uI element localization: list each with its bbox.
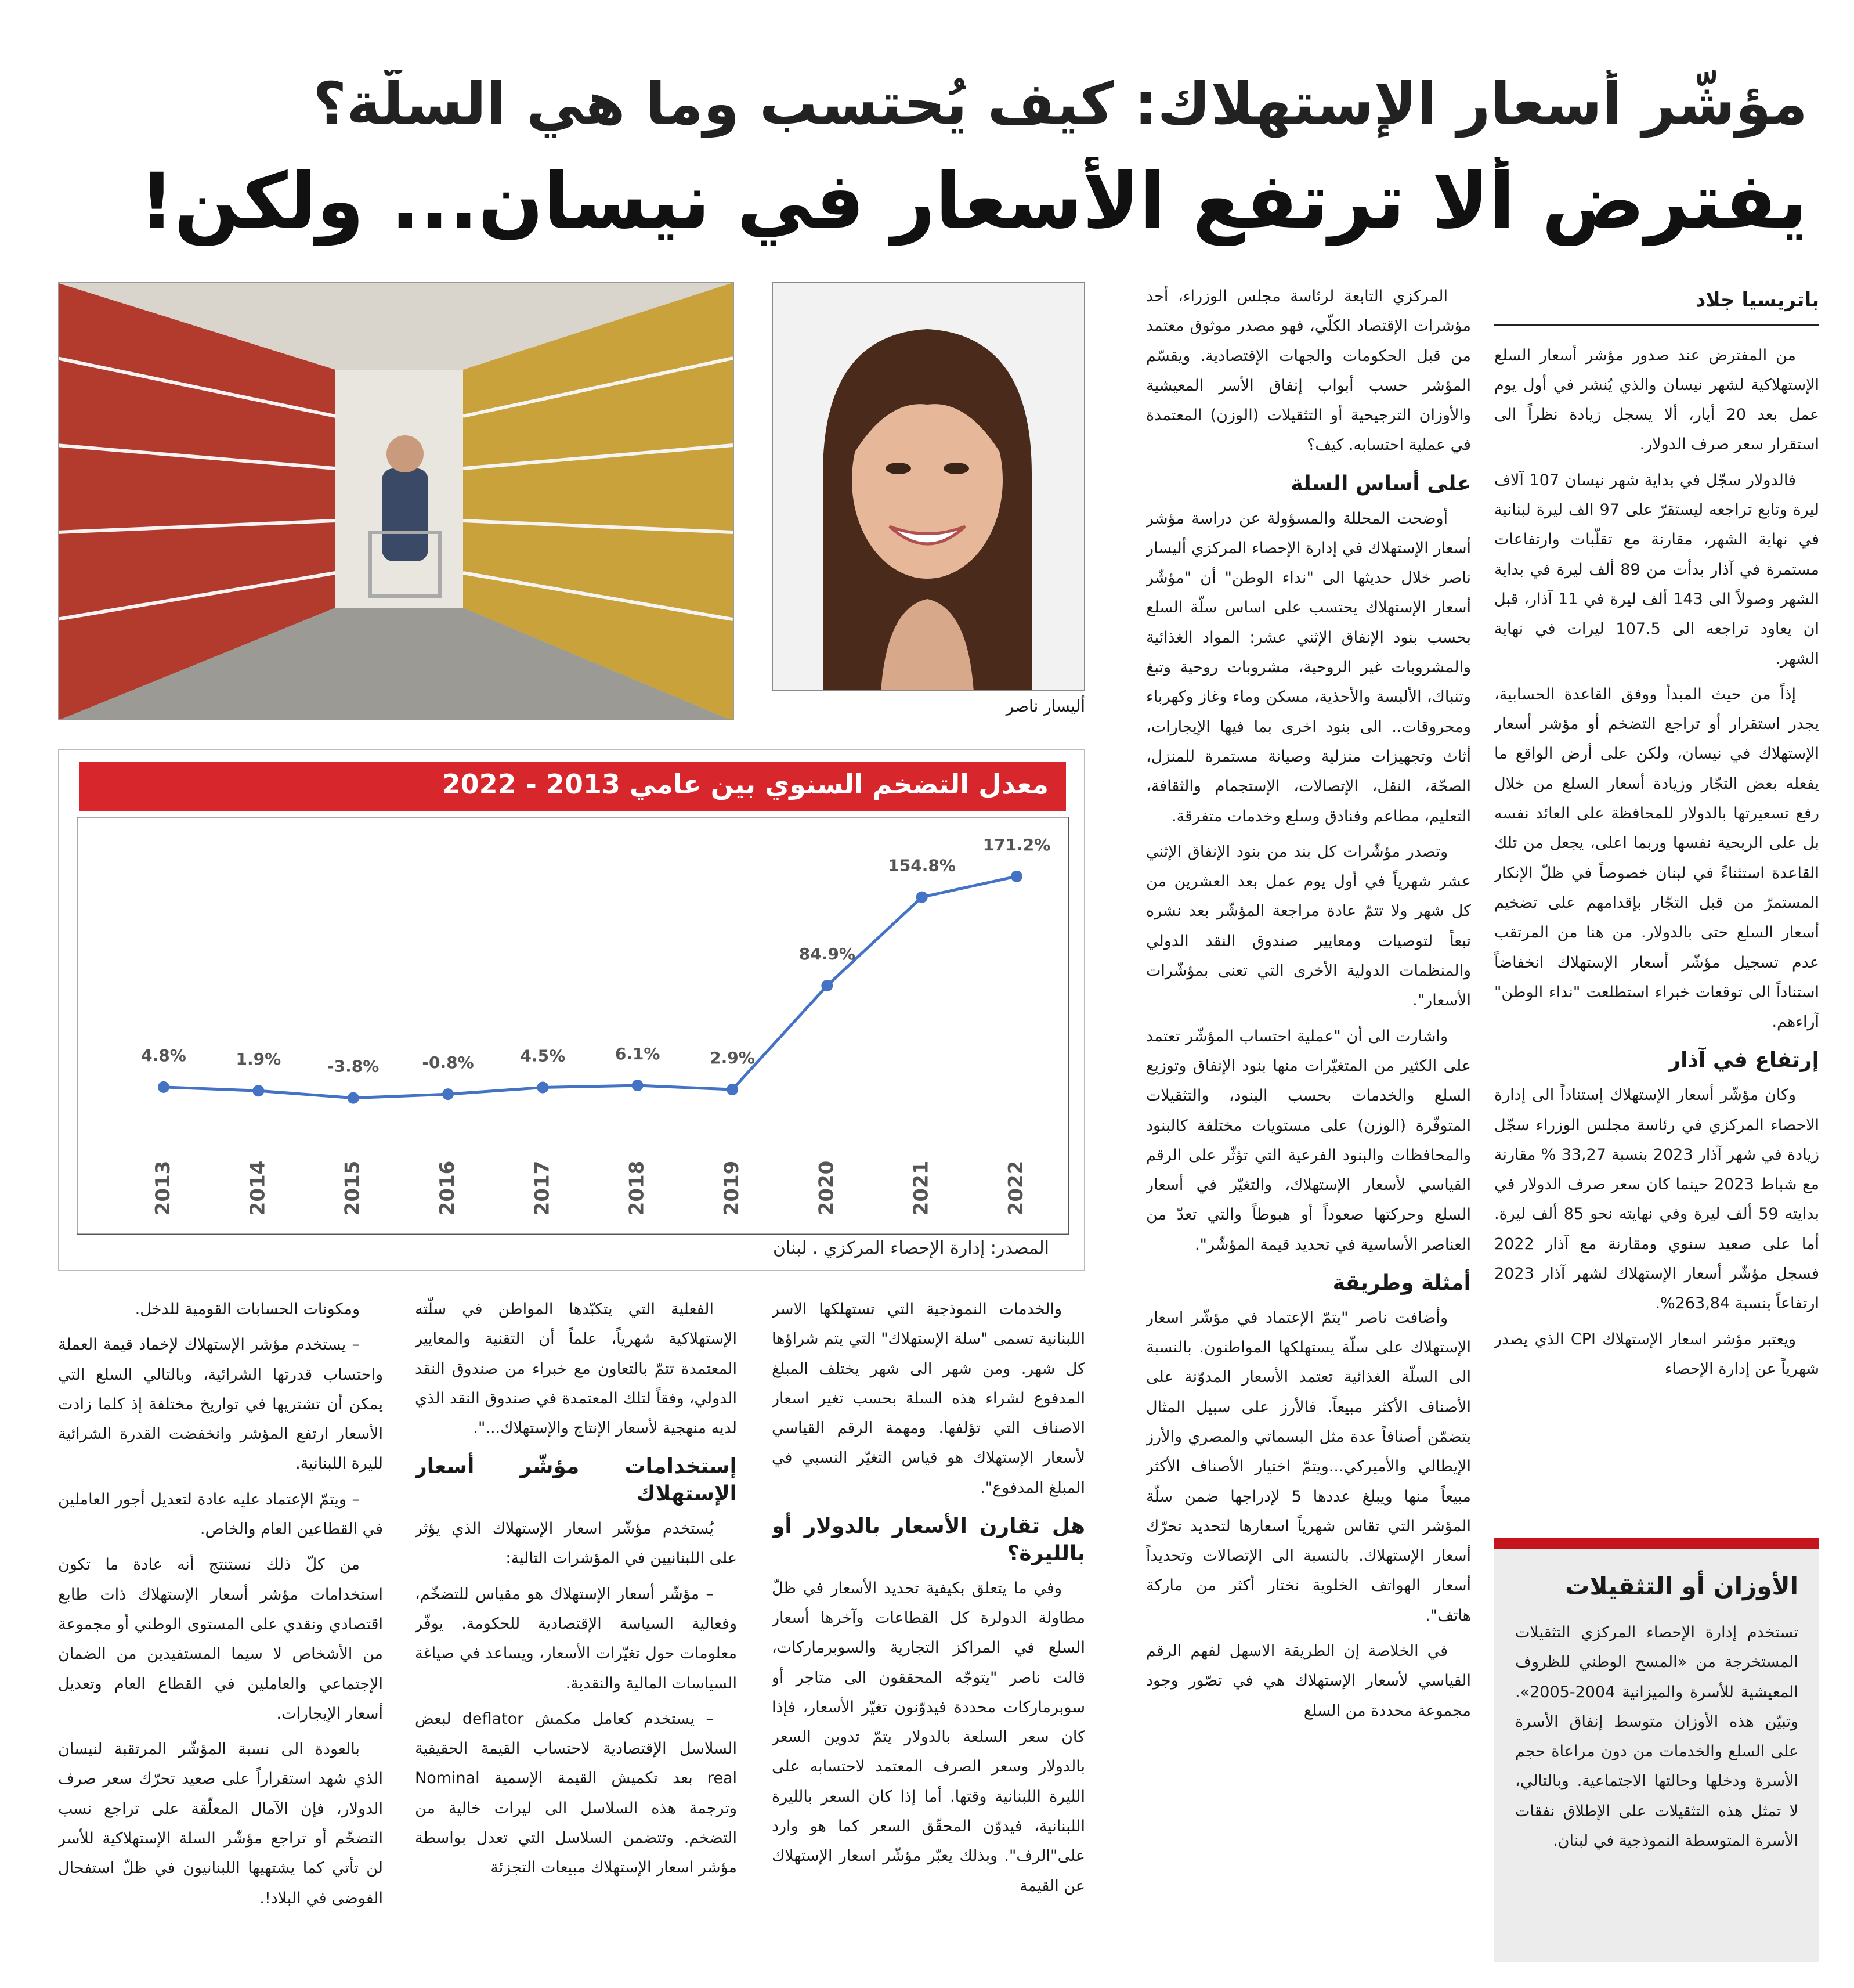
paragraph: وتصدر مؤشّرات كل بند من بنود الإنفاق الإثني عشر شهرياً في أول يوم عمل بعد العشرين من كل شهر ولا تتمّ عادة مراجعة المؤشّر بعد نشره تبعاً لتوصيات ومعايير صندوق النقد الدولي والمنظمات الدولية الأخرى التي تعنى بمؤشّرات الأسعار".	[1146, 842, 1471, 1010]
paragraph: وكان مؤشّر أسعار الإستهلاك إستناداً الى إدارة الاحصاء المركزي في رئاسة مجلس الوزراء سجّل زيادة في شهر آذار 2023 بنسبة 33,27 % مقارنة مع شباط 2023 حينما كان سعر صرف الدولار في بدايته 59 ألف ليرة وفي نهايته نحو 85 ألف ليرة. أما على صعيد سنوي ومقارنة مع آذار 2022 فسجل مؤشّر أسعار الإستهلاك لشهر آذار 2023 ارتفاعاً بنسبة 263,84%.	[1494, 1086, 1819, 1313]
data-label: 154.8%	[888, 856, 956, 875]
x-tick-label: 2021	[909, 1160, 933, 1216]
data-point	[537, 1082, 548, 1094]
supermarket-photo	[58, 282, 734, 720]
paragraph: ويعتبر مؤشر اسعار الإستهلاك CPI الذي يصدر شهرياً عن إدارة الإحصاء	[1494, 1330, 1819, 1378]
data-label: -0.8%	[422, 1053, 474, 1073]
paragraph: – يستخدم كعامل مكمش deflator لبعض السلاسل الإقتصادية لاحتساب القيمة الحقيقية real بعد تكميش القيمة الإسمية Nominal وترجمة هذه السلاسل الى ليرات خالية من التضخم. وتتضمن السلاسل التي تعدل بواسطة مؤشر اسعار الإستهلاك مبيعات التجزئة	[415, 1709, 737, 1877]
author-byline: باتريسيا جلاد	[1494, 282, 1819, 326]
portrait-photo	[772, 282, 1085, 691]
sidebar-text: تستخدم إدارة الإحصاء المركزي التثقيلات المستخرجة من «المسح الوطني للظروف المعيشية للأسرة والميزانية 2004-2005». وتبيّن هذه الأوزان متوسط إنفاق الأسرة على السلع والخدمات من دون مراعاة حجم الأسرة ودخلها وحالتها الاجتماعية. وبالتالي، لا تمثل هذه التثقيلات على الإطلاق نفقات الأسرة المتوسطة النموذجية في لبنان.	[1515, 1623, 1798, 1850]
paragraph: – مؤشّر أسعار الإستهلاك هو مقياس للتضخّم، وفعالية السياسة الإقتصادية للحكومة. يوفّر معلومات حول تغيّرات الأسعار، ويساعد في صياغة السياسات المالية والنقدية.	[415, 1585, 737, 1693]
x-tick-label: 2022	[1004, 1160, 1028, 1216]
column-4	[415, 1294, 737, 1968]
data-label: 1.9%	[236, 1049, 281, 1069]
portrait-illustration	[772, 283, 1084, 691]
column-3	[772, 1294, 1085, 1968]
inflation-chart	[58, 749, 1085, 1271]
supermarket-illustration	[58, 283, 733, 720]
paragraph: المركزي التابعة لرئاسة مجلس الوزراء، أحد مؤشرات الإقتصاد الكلّي، فهو مصدر موثوق معتمد من قبل الحكومات والجهات الإقتصادية. ويقسّم المؤشر حسب أبواب إنفاق الأسر المعيشية والأوزان الترجيحية أو التثقيلات (الوزن) المعتمدة في عملية احتسابه. كيف؟	[1146, 287, 1471, 454]
data-label: 2.9%	[710, 1048, 755, 1068]
x-tick-label: 2015	[341, 1160, 364, 1216]
kicker-title: مؤشّر أسعار الإستهلاك: كيف يُحتسب وما هي السلّة؟	[313, 70, 1808, 138]
paragraph: والخدمات النموذجية التي تستهلكها الاسر اللبنانية تسمى "سلة الإستهلاك" التي يتم شراؤها كل شهر. ومن شهر الى شهر يختلف المبلغ المدفوع لشراء هذه السلة بحسب تغير اسعار الاصناف التي تؤلفها. ومهمة الرقم القياسي لأسعار الإستهلاك هو قياس التغيّر النسبي في المبلغ المدفوع".	[772, 1300, 1085, 1497]
x-tick-label: 2014	[246, 1160, 270, 1216]
subheading: إستخدامات مؤشّر أسعار الإستهلاك	[415, 1455, 737, 1506]
data-point	[632, 1080, 644, 1091]
data-label: -3.8%	[327, 1056, 380, 1076]
data-point	[348, 1092, 359, 1104]
paragraph: إذاً من حيث المبدأ ووفق القاعدة الحسابية، يجدر استقرار أو تراجع التضخم أو مؤشر أسعار الإستهلاك في نيسان، ولكن على أرض الواقع ما يفعله بعض التجّار وزيادة أسعار السلع من خلال رفع تسعيرتها بالدولار للمحافظة على العائد نفسه بل على الربحية نفسها وربما اعلى، يجعل من تلك القاعدة استثناءً في لبنان خصوصاً في ظلّ الإنكار المستمرّ من قبل التجّار بإقدامهم على تضخيم أسعار السلع حتى بالدولار. من هنا من المرتقب عدم تسجيل مؤشّر أسعار الإستهلاك انخفاضاً استناداً الى توقعات خبراء استطلعت "نداء الوطن" آراءهم.	[1494, 685, 1819, 1031]
data-point	[158, 1081, 169, 1093]
photo-caption: أليسار ناصر	[1006, 697, 1085, 716]
sidebar-title: الأوزان أو التثقيلات	[1565, 1572, 1798, 1600]
subheading: إرتفاع في آذار	[1668, 1048, 1819, 1073]
chart-title: معدل التضخم السنوي بين عامي 2013 - 2022	[79, 762, 1066, 811]
paragraph: واشارت الى أن "عملية احتساب المؤشّر تعتمد على الكثير من المتغيّرات منها بنود الإنفاق وتوزيع السلع والخدمات بحسب البنود، والتثقيلات المتوفّرة (الوزن) على مستويات مختلفة كالبنود والمحافظات والبنود الفرعية التي تؤثّر على الرقم القياسي لأسعار الإستهلاك، والتغيّر في أسعار السلع وحركتها صعوداً أو هبوطاً والتي تعدّ من العناصر الأساسية في تحديد قيمة المؤشّر".	[1146, 1027, 1471, 1254]
chart-source: المصدر: إدارة الإحصاء المركزي . لبنان	[773, 1238, 1049, 1258]
data-label: 4.8%	[141, 1045, 186, 1065]
x-tick-label: 2018	[625, 1160, 649, 1216]
x-tick-label: 2017	[530, 1160, 554, 1216]
paragraph: بالعودة الى نسبة المؤشّر المرتقبة لنيسان الذي شهد استقراراً على صعيد تحرّك سعر صرف الدولار، فإن الآمال المعلّقة على تراجع نسب التضخّم أو تراجع مؤشّر السلة الإستهلاكية للأسر لن تأتي كما يشتهيها اللبنانيون في ظلّ استفحال الفوضى في البلاد!.	[58, 1740, 383, 1907]
weights-sidebar	[1494, 1538, 1819, 1962]
subheading: أمثلة وطريقة	[1332, 1271, 1471, 1295]
series-line	[164, 876, 1017, 1098]
paragraph: الفعلية التي يتكبّدها المواطن في سلّته الإستهلاكية شهرياً، علماً أن التقنية والمعايير المعتمدة تتمّ بالتعاون مع خبراء من صندوق النقد الدولي، وفقاً لتلك المعتمدة في صندوق النقد الذي لديه منهجية لأسعار الإنتاج والإستهلاك...".	[415, 1300, 737, 1438]
data-point	[442, 1088, 454, 1100]
data-label: 84.9%	[798, 944, 855, 964]
paragraph: – يستخدم مؤشر الإستهلاك لإخماد قيمة العملة واحتساب قدرتها الشرائية، وبالتالي السلع التي يمكن أن تشتريها في تواريخ مختلفة إذ كلما زادت الأسعار ارتفع المؤشر وانخفضت القدرة الشرائية لليرة اللبنانية.	[58, 1336, 383, 1473]
paragraph: من كلّ ذلك نستنتج أنه عادة ما تكون استخدامات مؤشر أسعار الإستهلاك ذات طابع اقتصادي ونقدي على المستوى الوطني أو مجموعة من الأشخاص لا سيما المستفيدين من الضمان الإجتماعي والعاملين في القطاع العام وتعديل أسعار الإيجارات.	[58, 1556, 383, 1723]
paragraph: أوضحت المحللة والمسؤولة عن دراسة مؤشر أسعار الإستهلاك في إدارة الإحصاء المركزي أليسار ناصر خلال حديثها الى "نداء الوطن" أن "مؤشّر أسعار الإستهلاك يحتسب على اساس سلّة السلع بحسب بنود الإنفاق الإثني عشر: المواد الغذائية والمشروبات غير الروحية، مشروبات روحية وتبغ وتنباك، الألبسة والأحذية، مسكن وماء وغاز وكهرباء ومحروقات.. الى بنود اخرى بما فيها الإيجارات، أثاث وتجهيزات منزلية وصيانة مستمرة للمنزل، الصحّة، النقل، الإتصالات، الإستجمام والثقافة، التعليم، مطاعم وفنادق وسلع وخدمات متفرقة.	[1146, 509, 1471, 825]
paragraph: وفي ما يتعلق بكيفية تحديد الأسعار في ظلّ مطاولة الدولرة كل القطاعات وآخرها أسعار السلع في المراكز التجارية والسوبرماركات، قالت ناصر "يتوجّه المحققون الى متاجر أو سوبرماركات محددة فيدوّنون تغيّر الأسعار، فإذا كان سعر السلعة بالدولار يتمّ تدوين السعر بالدولار وسعر الصرف المعتمد لاحتسابه على الليرة اللبنانية وقتها. أما إذا كان السعر بالليرة اللبنانية، فيدوّن المحقّق السعر كما هو وارد على"الرف". وبذلك يعبّر مؤشّر اسعار الإستهلاك عن القيمة	[772, 1579, 1085, 1895]
paragraph: – ويتمّ الإعتماد عليه عادة لتعديل أجور العاملين في القطاعين العام والخاص.	[58, 1490, 383, 1539]
chart-plot	[77, 817, 1069, 1235]
paragraph: ومكونات الحسابات القومية للدخل.	[135, 1300, 360, 1318]
main-headline: يفترض ألا ترتفع الأسعار في نيسان... ولكن!	[139, 157, 1808, 246]
paragraph: فالدولار سجّل في بداية شهر نيسان 107 آلاف ليرة وتابع تراجعه ليستقرّ على 97 الف ليرة لبنانية في نهاية الشهر، مقارنة مع تقلّبات وارتفاعات مستمرة في آذار بدأت من 89 ألف ليرة في بداية الشهر وصولاً الى 143 ألف ليرة في 11 آذار، قبل ان يعاود تراجعه الى 107.5 ليرات في نهاية الشهر.	[1494, 471, 1819, 668]
data-label: 4.5%	[520, 1046, 566, 1066]
paragraph: من المفترض عند صدور مؤشر أسعار السلع الإستهلاكية لشهر نيسان والذي يُنشر في أول يوم عمل بعد 20 أيار، ألا يسجل زيادة نظراً الى استقرار سعر صرف الدولار.	[1494, 346, 1819, 454]
data-point	[252, 1085, 264, 1096]
x-tick-label: 2020	[815, 1160, 839, 1216]
data-point	[821, 980, 833, 991]
column-1	[1494, 282, 1819, 1524]
data-point	[916, 892, 928, 903]
column-2	[1146, 282, 1471, 1965]
subheading: هل تقارن الأسعار بالدولار أو بالليرة؟	[772, 1514, 1085, 1565]
paragraph: وأضافت ناصر "يتمّ الإعتماد في مؤشّر اسعار الإستهلاك على سلّة يستهلكها المواطنون. بالنسبة الى السلّة الغذائية تعتمد الأسعار المدوّنة على الأصناف الأكثر مبيعاً. فالأرز على سبيل المثال يتضمّن أصنافاً عدة مثل البسماتي والمصري والأرز الإيطالي والأميركي...ويتمّ اختيار الأصناف الأكثر مبيعاً منها ويبلغ عددها 5 لإدراجها ضمن سلّة المؤشر التي تقاس شهرياً اسعارها لتحديد تحرّك أسعار الإستهلاك. بالنسبة الى الإتصالات وتحديداً أسعار الهواتف الخلوية نختار أكثر من ماركة هاتف".	[1146, 1308, 1471, 1625]
data-label: 171.2%	[982, 835, 1051, 854]
x-tick-label: 2019	[720, 1160, 743, 1216]
data-point	[1011, 871, 1022, 882]
data-label: 6.1%	[615, 1044, 660, 1064]
column-5	[58, 1294, 383, 1968]
paragraph: في الخلاصة إن الطريقة الاسهل لفهم الرقم القياسي لأسعار الإستهلاك هي في تصّور وجود مجموعة محددة من السلع	[1146, 1642, 1471, 1720]
x-tick-label: 2016	[436, 1160, 459, 1216]
subheading: على أساس السلة	[1291, 471, 1471, 496]
paragraph: يُستخدم مؤشّر اسعار الإستهلاك الذي يؤثر على اللبنانيين في المؤشرات التالية:	[415, 1520, 737, 1568]
data-point	[727, 1084, 738, 1095]
x-tick-label: 2013	[151, 1160, 175, 1216]
